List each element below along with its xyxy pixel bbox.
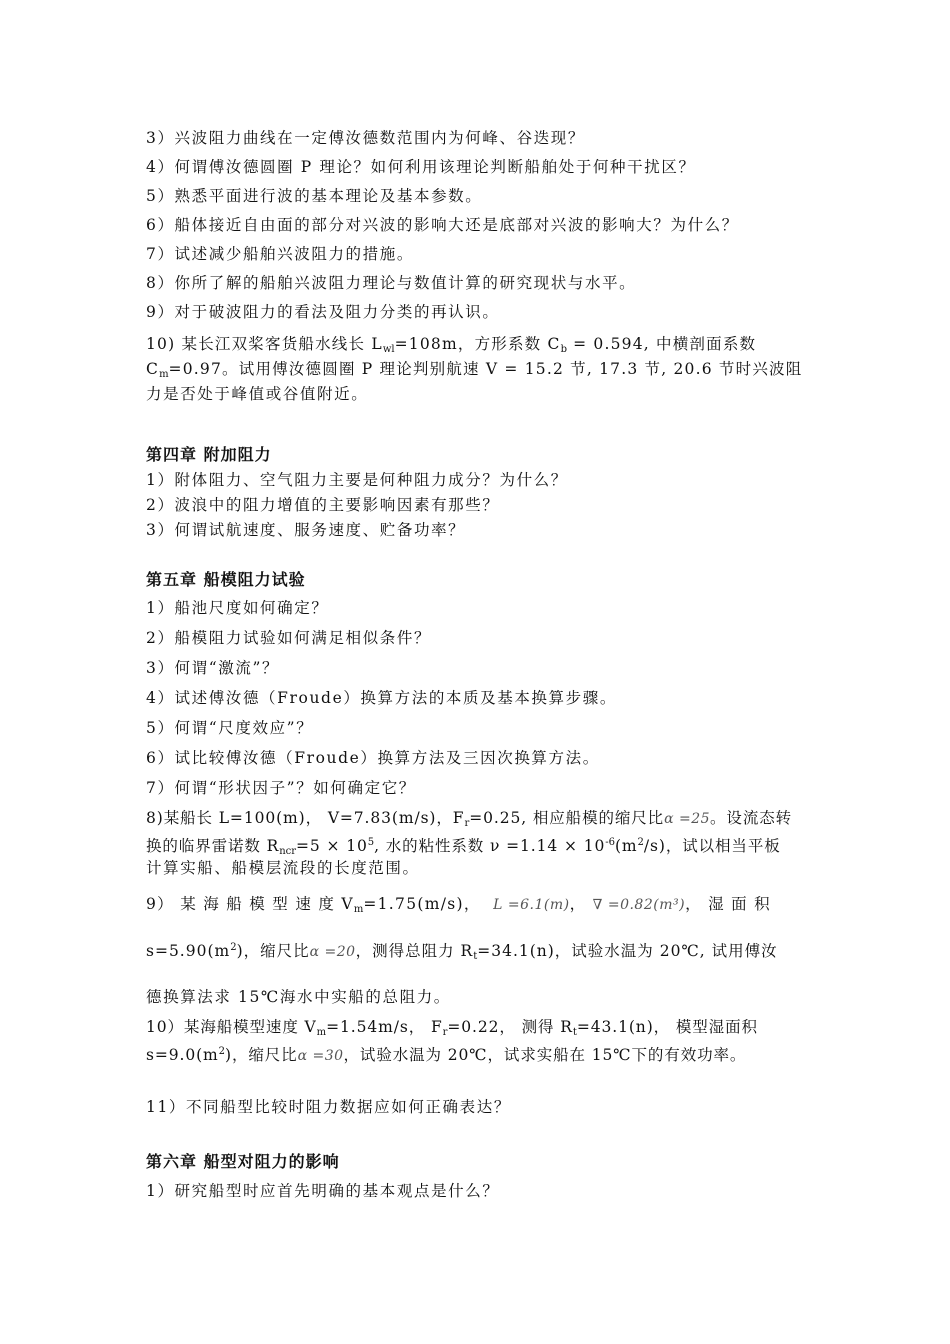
q9-scale-ratio: α =20 (309, 944, 356, 960)
question-5-7: 7）何谓“形状因子”？如何确定它？ (146, 779, 416, 797)
q10b-text-c: =0.22， 测得 R (447, 1018, 573, 1036)
q9-text-d: s=5.90(m (146, 942, 231, 960)
question-3-10-line-3: 力是否处于峰值或谷值附近。 (146, 385, 369, 403)
q10b-text-b: =1.54m/s， F (326, 1018, 443, 1036)
question-3-9: 9）对于破波阻力的看法及阻力分类的再认识。 (146, 303, 500, 321)
q10b-text-f: )，缩尺比 (225, 1046, 298, 1064)
q8-text-h: /s)，试以相当平板 (643, 837, 781, 855)
q10-subscript-wl: wl (382, 344, 395, 355)
q10b-superscript-2: 2 (218, 1046, 226, 1057)
q8-superscript-5: 5 (367, 837, 375, 848)
q10b-text-d: =43.1(n)， 模型湿面积 (576, 1018, 758, 1036)
question-6-1: 1）研究船型时应首先明确的基本观点是什么？ (146, 1182, 500, 1200)
question-5-8-line-3: 计算实船、船模层流段的长度范围。 (146, 859, 420, 877)
q9-superscript-2: 2 (230, 942, 237, 953)
q9-text-g: =34.1(n)，试验水温为 20℃, 试用傅汝 (477, 942, 778, 960)
q8-text-g: (m (614, 837, 638, 855)
question-3-7: 7）试述减少船舶兴波阻力的措施。 (146, 245, 414, 263)
q8-text-d: 换的临界雷诺数 R (146, 837, 280, 855)
q9-volume-formula: ∇ =0.82(m³) (592, 897, 686, 913)
q8-subscript-ncr: ncr (279, 846, 297, 857)
q10b-text-g: ，试验水温为 20℃，试求实船在 15℃下的有效功率。 (343, 1046, 747, 1064)
q9-separator: ， (569, 895, 587, 913)
question-5-2: 2）船模阻力试验如何满足相似条件？ (146, 629, 432, 647)
q10-text-a: 10) 某长江双桨客货船水线长 L (146, 335, 383, 353)
question-4-3: 3）何谓试航速度、服务速度、贮备功率？ (146, 521, 466, 539)
question-3-6: 6）船体接近自由面的部分对兴波的影响大还是底部对兴波的影响大？为什么？ (146, 216, 739, 234)
question-5-9-line-2 (146, 937, 806, 968)
q9-text-a: 9） 某 海 船 模 型 速 度 V (146, 895, 354, 913)
q8-superscript-2: 2 (637, 837, 644, 848)
q8-text-a: 8)某船长 L=100(m)， V=7.83(m/s)，F (146, 809, 465, 827)
q8-text-e: =5 × 10 (296, 837, 368, 855)
q9-length-formula: L =6.1(m) (493, 897, 570, 913)
question-4-2: 2）波浪中的阻力增值的主要影响因素有那些？ (146, 496, 500, 514)
question-3-10-line-1 (146, 333, 806, 361)
q10b-text-a: 10）某海船模型速度 V (146, 1018, 317, 1036)
q8-subscript-r: r (464, 818, 470, 829)
q10b-subscript-t: t (572, 1027, 577, 1038)
question-3-5: 5）熟悉平面进行波的基本理论及基本参数。 (146, 187, 483, 205)
question-5-4: 4）试述傅汝德（Froude）换算方法的本质及基本换算步骤。 (146, 689, 617, 707)
q9-subscript-m: m (353, 904, 364, 915)
question-3-8: 8）你所了解的船舶兴波阻力理论与数值计算的研究现状与水平。 (146, 274, 637, 292)
chapter-4-heading: 第四章 附加阻力 (146, 445, 272, 464)
q10-text-c: = 0.594, 中横剖面系数 (566, 335, 757, 353)
question-5-9-line-1 (146, 893, 806, 921)
q10b-scale-ratio: α =30 (297, 1048, 344, 1064)
chapter-5-heading: 第五章 船模阻力试验 (146, 570, 306, 589)
q9-subscript-t: t (473, 951, 478, 962)
question-5-11: 11）不同船型比较时阻力数据应如何正确表达？ (146, 1098, 511, 1116)
question-5-10-line-1 (146, 1016, 806, 1044)
q8-text-b: =0.25, 相应船模的缩尺比 (469, 809, 665, 827)
q10b-subscript-r: r (442, 1027, 448, 1038)
question-5-6: 6）试比较傅汝德（Froude）换算方法及三因次换算方法。 (146, 749, 600, 767)
q9-text-b: =1.75(m/s)， (363, 895, 481, 913)
question-5-5: 5）何谓“尺度效应”？ (146, 719, 314, 737)
q10-text-e: =0.97。试用傅汝德圆圈 P 理论判别航速 V = 15.2 节, 17.3 节, 20.6 节时兴波阻 (168, 360, 803, 378)
q10-subscript-m: m (159, 369, 169, 380)
q8-scale-ratio: α =25 (664, 811, 711, 827)
q8-text-c: 。设流态转 (710, 809, 793, 827)
chapter-6-heading: 第六章 船型对阻力的影响 (146, 1152, 340, 1171)
q10-subscript-b: b (560, 344, 567, 355)
question-5-1: 1）船池尺度如何确定？ (146, 599, 329, 617)
question-5-8-line-1 (146, 807, 806, 835)
question-3-10-line-2 (146, 358, 806, 386)
q9-text-e: )，缩尺比 (236, 942, 310, 960)
q8-text-f: , 水的粘性系数 ν =1.14 × 10 (374, 837, 606, 855)
question-5-9-line-3: 德换算法求 15℃海水中实船的总阻力。 (146, 988, 451, 1006)
q8-superscript-neg6: -6 (605, 837, 615, 848)
q10b-text-e: s=9.0(m (146, 1046, 219, 1064)
question-5-3: 3）何谓“激流”？ (146, 659, 280, 677)
q10-text-d: C (146, 360, 160, 378)
question-3-3: 3）兴波阻力曲线在一定傅汝德数范围内为何峰、谷迭现？ (146, 129, 585, 147)
question-3-4: 4）何谓傅汝德圆圈 P 理论？如何利用该理论判断船舶处于何种干扰区？ (146, 158, 696, 176)
q10b-subscript-m: m (316, 1027, 327, 1038)
q9-text-f: ，测得总阻力 R (355, 942, 474, 960)
question-4-1: 1）附体阻力、空气阻力主要是何种阻力成分？为什么？ (146, 471, 568, 489)
q10-text-b: =108m，方形系数 C (394, 335, 561, 353)
q9-text-c: ， 湿 面 积 (685, 895, 771, 913)
question-5-10-line-2 (146, 1041, 806, 1067)
